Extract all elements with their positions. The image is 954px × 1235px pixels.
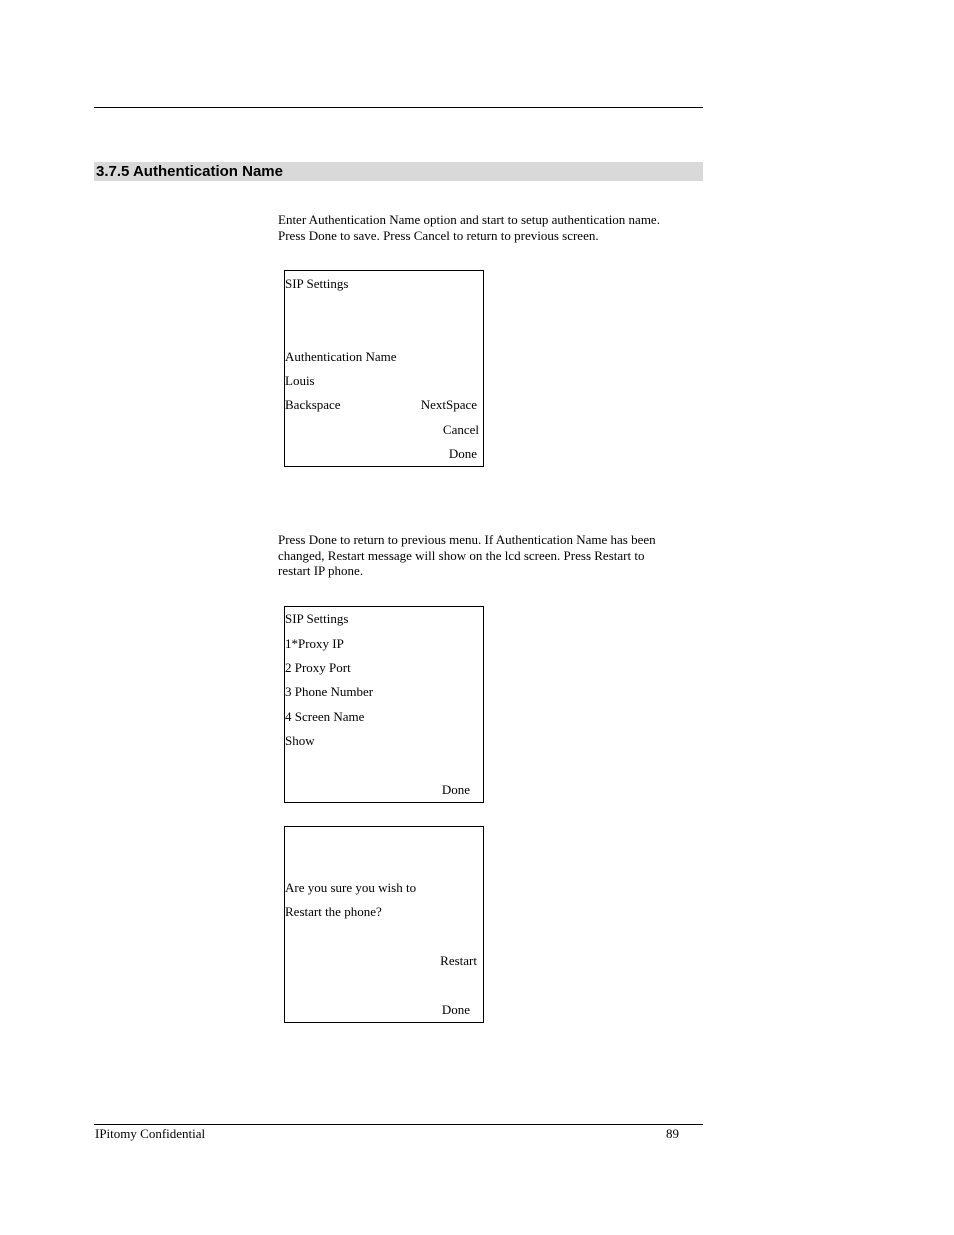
section-heading-bar — [94, 162, 703, 181]
field-value[interactable]: Louis — [285, 373, 315, 388]
lcd-screen-restart-confirm — [284, 826, 484, 1023]
lcd-screen-sip-settings — [284, 606, 484, 803]
confirm-message-line-2: Restart the phone? — [285, 904, 382, 919]
menu-item-proxy-ip[interactable]: 1*Proxy IP — [285, 636, 344, 651]
menu-item-screen-name[interactable]: 4 Screen Name — [285, 709, 365, 724]
intro-line-1: Enter Authentication Name option and start to setup authentication name. — [278, 212, 660, 227]
done-paragraph — [278, 532, 698, 579]
nextspace-softkey[interactable]: NextSpace — [420, 397, 477, 412]
intro-line-2: Press Done to save. Press Cancel to return to previous screen. — [278, 227, 599, 243]
done-softkey[interactable]: Done — [441, 1002, 470, 1017]
done-softkey[interactable]: Done — [448, 446, 477, 461]
field-label: Authentication Name — [285, 349, 397, 364]
menu-item-phone-number[interactable]: 3 Phone Number — [285, 684, 374, 699]
header-rule — [94, 107, 703, 108]
page-number: 89 — [666, 1126, 679, 1141]
confirm-message-line-1: Are you sure you wish to — [285, 880, 417, 895]
done-softkey[interactable]: Done — [441, 782, 470, 797]
done-line-3: restart IP phone. — [278, 563, 364, 578]
cancel-softkey[interactable]: Cancel — [442, 422, 479, 437]
lcd-title: SIP Settings — [285, 276, 349, 291]
section-title: 3.7.5 Authentication Name — [96, 163, 283, 180]
lcd-title: SIP Settings — [285, 611, 349, 626]
intro-paragraph — [278, 212, 698, 243]
footer-confidential: IPitomy Confidential — [95, 1126, 206, 1141]
restart-softkey[interactable]: Restart — [440, 953, 477, 968]
done-line-1: Press Done to return to previous menu. If Authentication Name has been — [278, 532, 656, 547]
menu-item-proxy-port[interactable]: 2 Proxy Port — [285, 660, 351, 675]
menu-item-show[interactable]: Show — [285, 733, 315, 748]
footer-rule — [94, 1124, 703, 1125]
backspace-softkey[interactable]: Backspace — [285, 397, 341, 412]
lcd-screen-authentication-name — [284, 270, 484, 467]
done-line-2: changed, Restart message will show on the lcd screen. Press Restart to — [278, 547, 645, 563]
